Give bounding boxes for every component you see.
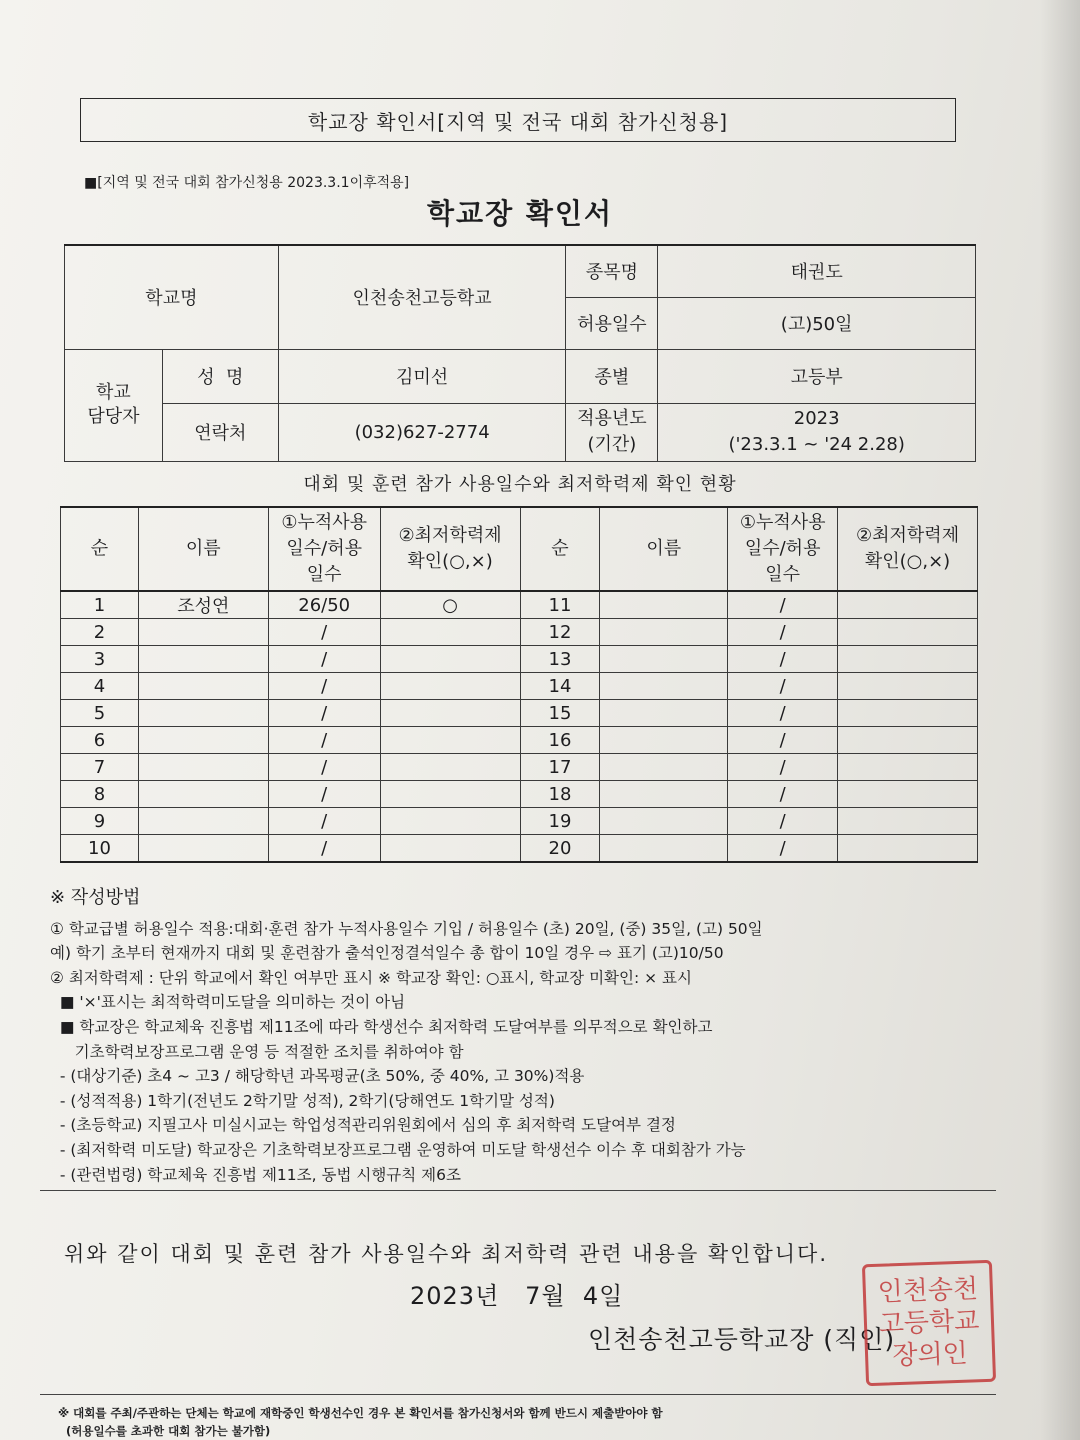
header-check-right: ②최저학력제 확인(○,×) [838,507,978,591]
table-row [61,808,978,835]
allowed-days-value: (고)50일 [658,297,976,349]
instructions [50,886,980,1187]
table-cell-l-days: 26/50 [268,591,380,619]
table-cell-l-days: / [268,835,380,863]
table-row [61,781,978,808]
instruction-line: ■ 학교장은 학교체육 진흥법 제11조에 따라 학생선수 최저학력 도달여부를 의무적으로 확인하고 [50,1017,713,1036]
table-cell-l-no: 7 [61,754,139,781]
table-cell-r-check [838,781,978,808]
confirmation-date: 2023년 7월 4일 [410,1282,624,1310]
official-seal: 인천송천 고등학교 장의인 [862,1260,996,1386]
table-cell-l-check [380,673,520,700]
year-value: 2023 ('23.3.1 ~ '24 2.28) [658,403,976,461]
table-cell-r-name [600,700,728,727]
instruction-line: - (최저학력 미도달) 학교장은 기초학력보장프로그램 운영하여 미도달 학생선수 이수 후 대회참가 가능 [50,1140,746,1159]
table-cell-l-check [380,619,520,646]
header-days-right: ①누적사용 일수/허용 일수 [728,507,838,591]
header-name-right: 이름 [600,507,728,591]
table-cell-l-days: / [268,619,380,646]
table-cell-r-check [838,591,978,619]
table-cell-r-no: 12 [520,619,600,646]
table-cell-l-no: 1 [61,591,139,619]
divider [40,1190,996,1191]
name-label: 성 명 [162,349,278,403]
table-cell-r-name [600,646,728,673]
table-row [61,835,978,863]
header-check-left: ②최저학력제 확인(○,×) [380,507,520,591]
table-cell-l-no: 4 [61,673,139,700]
header-title-box: 학교장 확인서[지역 및 전국 대회 참가신청용] [80,98,956,142]
footer-line: ※ 대회를 주최/주관하는 단체는 학교에 재학중인 학생선수인 경우 본 확인서를 참가신청서와 함께 반드시 제출받아야 함 [58,1406,663,1420]
confirmation-text: 위와 같이 대회 및 훈련 참가 사용일수와 최저학력 관련 내용을 확인합니다. [64,1242,829,1266]
table-cell-r-name [600,835,728,863]
table-cell-r-name [600,781,728,808]
table-cell-r-days: / [728,646,838,673]
school-label: 학교명 [65,245,279,349]
instructions-title: ※ 작성방법 [50,887,141,908]
header-no-left: 순 [61,507,139,591]
table-cell-r-name [600,754,728,781]
table-cell-r-days: / [728,781,838,808]
table-cell-r-check [838,619,978,646]
table-cell-l-name [138,835,268,863]
table-cell-l-name [138,700,268,727]
instruction-line: - (대상기준) 초4 ~ 고3 / 해당학년 과목평균(초 50%, 중 40%, 고 30%)적용 [50,1067,585,1086]
page-title: 학교장 확인서 [426,197,614,230]
table-cell-r-days: / [728,619,838,646]
footer-note [58,1404,663,1440]
table-cell-r-days: / [728,754,838,781]
table-row [61,591,978,619]
table-cell-l-no: 8 [61,781,139,808]
table-cell-l-name [138,781,268,808]
instruction-line: 예) 학기 초부터 현재까지 대회 및 훈련참가 출석인정결석일수 총 합이 10일 경우 ⇨ 표기 (고)10/50 [50,944,724,963]
category-value: 고등부 [658,349,976,403]
info-table [64,244,976,462]
table-cell-r-check [838,673,978,700]
name-value: 김미선 [278,349,566,403]
instruction-line: ■ '×'표시는 최적학력미도달을 의미하는 것이 아님 [50,993,406,1012]
table-cell-l-check [380,781,520,808]
table-cell-r-no: 19 [520,808,600,835]
table-cell-l-check [380,808,520,835]
participation-table [60,506,978,863]
table-cell-r-no: 11 [520,591,600,619]
table-cell-r-no: 17 [520,754,600,781]
table-cell-l-check: ○ [380,591,520,619]
table-cell-r-days: / [728,591,838,619]
table-cell-l-days: / [268,646,380,673]
table-cell-r-name [600,727,728,754]
table-cell-r-days: / [728,727,838,754]
manager-label: 학교 담당자 [65,349,163,461]
principal-signature: 인천송천고등학교장 (직인) [588,1325,896,1354]
table-cell-l-no: 2 [61,619,139,646]
table-cell-l-check [380,700,520,727]
table-cell-l-name: 조성연 [138,591,268,619]
year-label: 적용년도 (기간) [566,403,658,461]
table-cell-r-check [838,727,978,754]
table-cell-r-no: 13 [520,646,600,673]
table-cell-l-days: / [268,727,380,754]
instruction-line: - (관련법령) 학교체육 진흥법 제11조, 동법 시행규칙 제6조 [50,1165,461,1184]
table-cell-l-check [380,754,520,781]
allowed-days-label: 허용일수 [566,297,658,349]
instruction-line: - (성적적용) 1학기(전년도 2학기말 성적), 2학기(당해연도 1학기말 성적) [50,1091,555,1110]
contact-value: (032)627-2774 [278,403,566,461]
table-cell-l-days: / [268,673,380,700]
header-days-left: ①누적사용 일수/허용 일수 [268,507,380,591]
table-cell-r-name [600,619,728,646]
table-row [61,673,978,700]
table-cell-l-check [380,727,520,754]
header-name-left: 이름 [138,507,268,591]
table-cell-r-check [838,754,978,781]
table-cell-l-check [380,646,520,673]
table-cell-l-days: / [268,808,380,835]
table-cell-l-check [380,835,520,863]
table-cell-r-name [600,673,728,700]
table-cell-l-no: 10 [61,835,139,863]
category-label: 종별 [566,349,658,403]
table-cell-r-check [838,646,978,673]
section-title: 대회 및 훈련 참가 사용일수와 최저학력제 확인 현황 [303,474,737,495]
table-cell-r-days: / [728,673,838,700]
table-cell-r-no: 18 [520,781,600,808]
table-row [61,754,978,781]
footer-line: (허용일수를 초과한 대회 참가는 불가함) [58,1424,271,1438]
table-cell-r-check [838,808,978,835]
table-cell-l-days: / [268,754,380,781]
table-cell-l-name [138,673,268,700]
table-cell-l-no: 9 [61,808,139,835]
instruction-line: ① 학교급별 허용일수 적용:대회·훈련 참가 누적사용일수 기입 / 허용일수 (초) 20일, (중) 35일, (고) 50일 [50,919,763,938]
school-value: 인천송천고등학교 [278,245,566,349]
table-row [61,619,978,646]
table-cell-r-name [600,808,728,835]
table-cell-l-name [138,646,268,673]
table-cell-r-check [838,700,978,727]
instruction-line: ② 최저학력제 : 단위 학교에서 확인 여부만 표시 ※ 학교장 확인: ○표시, 학교장 미확인: × 표시 [50,968,693,987]
footer-divider [40,1394,996,1395]
table-row [61,700,978,727]
table-cell-l-no: 3 [61,646,139,673]
table-row [61,727,978,754]
sport-value: 태권도 [658,245,976,297]
table-cell-r-check [838,835,978,863]
instruction-line: - (초등학교) 지필고사 미실시교는 학업성적관리위원회에서 심의 후 최저학력 도달여부 결정 [50,1116,676,1135]
table-cell-r-no: 20 [520,835,600,863]
table-cell-r-days: / [728,835,838,863]
table-cell-l-name [138,808,268,835]
table-cell-r-no: 15 [520,700,600,727]
header-no-right: 순 [520,507,600,591]
table-cell-r-days: / [728,808,838,835]
table-cell-r-name [600,591,728,619]
table-cell-r-no: 14 [520,673,600,700]
table-cell-r-days: / [728,700,838,727]
table-row [61,646,978,673]
table-cell-l-name [138,727,268,754]
contact-label: 연락처 [162,403,278,461]
table-cell-l-name [138,754,268,781]
table-cell-l-name [138,619,268,646]
table-cell-l-no: 6 [61,727,139,754]
table-cell-r-no: 16 [520,727,600,754]
sport-label: 종목명 [566,245,658,297]
form-note: ■[지역 및 전국 대회 참가신청용 2023.3.1이후적용] [84,175,410,191]
table-cell-l-days: / [268,700,380,727]
table-cell-l-days: / [268,781,380,808]
instruction-line: 기초학력보장프로그램 운영 등 적절한 조치를 취하여야 함 [50,1042,464,1061]
table-cell-l-no: 5 [61,700,139,727]
